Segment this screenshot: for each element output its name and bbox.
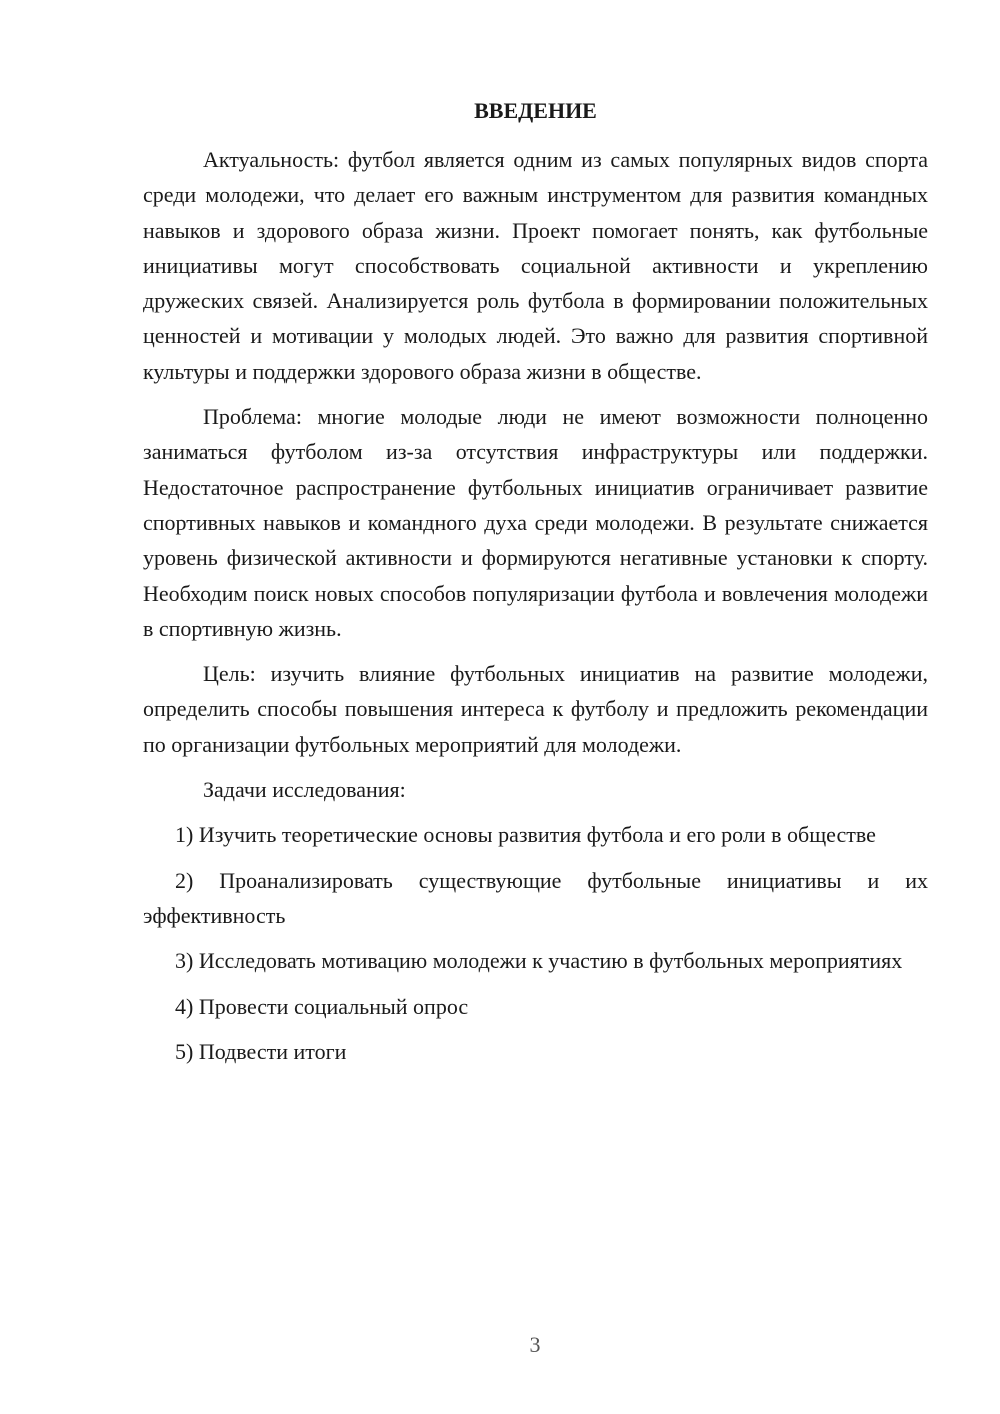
- page-number: 3: [529, 1332, 541, 1357]
- task-item: 4) Провести социальный опрос: [175, 993, 469, 1019]
- tasks-list: [143, 817, 928, 1069]
- tasks-heading: Задачи исследования:: [203, 777, 406, 803]
- task-item: 3) Исследовать мотивацию молодежи к участию в футбольных мероприятиях: [175, 948, 903, 974]
- task-item: 5) Подвести итоги: [175, 1038, 347, 1064]
- document-page: [143, 94, 928, 1079]
- task-item: 2) Проанализировать существующие футбольные инициативы и их эффективность: [143, 867, 928, 928]
- relevance-paragraph: Актуальность: футбол является одним из самых популярных видов спорта среди молодежи, что делает его важным инструментом для развития командных навыков и здорового образа жизни. Проект помогает понять, как футбольные инициативы могут способствовать социальной активности и укреплению дружеских связей. Анализируется роль футбола в формировании положительных ценностей и мотивации у молодых людей. Это важно для развития спортивной культуры и поддержки здорового образа жизни в обществе.: [143, 147, 928, 384]
- problem-paragraph: Проблема: многие молодые люди не имеют возможности полноценно заниматься футболом из-за отсутствия инфраструктуры или поддержки. Недостаточное распространение футбольных инициатив ограничивает развитие спортивных навыков и командного духа среди молодежи. В результате снижается уровень физической активности и формируются негативные установки к спорту. Необходим поиск новых способов популяризации футбола и вовлечения молодежи в спортивную жизнь.: [143, 404, 928, 641]
- task-item: 1) Изучить теоретические основы развития футбола и его роли в обществе: [175, 822, 876, 848]
- page-title: ВВЕДЕНИЕ: [474, 98, 597, 123]
- goal-paragraph: Цель: изучить влияние футбольных инициатив на развитие молодежи, определить способы повышения интереса к футболу и предложить рекомендации по организации футбольных мероприятий для молодежи.: [143, 661, 928, 757]
